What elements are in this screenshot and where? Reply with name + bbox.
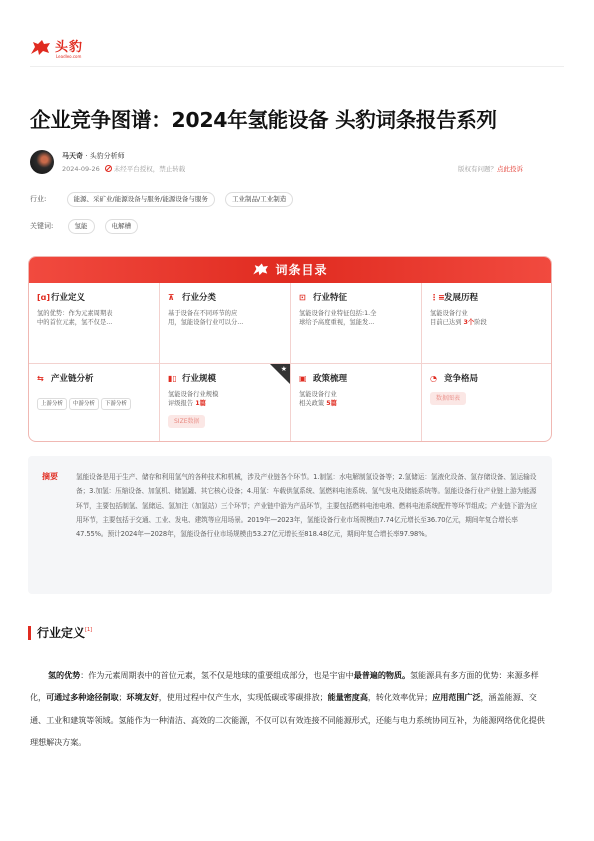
industry-tag[interactable]: 能源、采矿业/能源设备与服务/能源设备与服务 (67, 192, 215, 207)
keywords-label: 关键词: (30, 222, 54, 230)
text-run: ：作为元素周期表中的首位元素，氢不仅是地球的重要组成部分，也是宇宙中 (80, 670, 354, 680)
catalog-header (29, 257, 551, 283)
copyright-prefix: 版权有问题？ (458, 165, 497, 173)
author-role: 头豹分析师 (89, 152, 125, 160)
abstract-label: 摘要 (42, 472, 58, 481)
catalog-item-desc: 球给予高度重视，氢能发... (299, 319, 375, 326)
catalog-item-desc: 基于设备在不同环节的应 (168, 310, 238, 317)
star-icon: ★ (280, 365, 287, 373)
size-data-button[interactable]: SIZE数据 (168, 415, 205, 428)
bold-run: 应用范围广泛 (432, 692, 481, 703)
upstream-tag[interactable]: 上游分析 (37, 398, 67, 410)
catalog-item-desc: 氢能设备行业 (430, 310, 468, 317)
section-title (37, 624, 92, 641)
header-divider (30, 66, 564, 67)
catalog-item-label: 行业特征 (313, 293, 348, 303)
chain-icon: ⇆ (37, 374, 44, 383)
stage-count: 3个 (463, 319, 475, 326)
footnote-ref[interactable]: [1] (85, 627, 93, 633)
brand-name: 头豹 (55, 40, 84, 55)
classification-icon: ⊼ (168, 293, 175, 302)
history-icon: ⋮≡ (430, 293, 445, 302)
author-sep: · (83, 152, 90, 160)
section-accent-bar (28, 626, 31, 640)
catalog-item-chain[interactable] (29, 364, 160, 442)
catalog-item-desc: 氢能设备行业特征包括:1.全 (299, 310, 377, 317)
author-name[interactable]: 马天奇 (62, 152, 83, 160)
catalog-card (28, 256, 552, 442)
text-run: 氢能源具有多方面的优势：来源多样化， (30, 670, 539, 703)
scale-icon: ▮▯ (168, 374, 177, 383)
text-run: ，涵盖能源、交通、工业和建筑等领域。氢能作为一种清洁、高效的二次能源，不仅可以有效连接不同能源形式，还能与电力系统协同互补，为能源网络优化提供理想解决方案。 (30, 692, 545, 747)
catalog-item-desc: 氢能设备行业 (299, 391, 337, 398)
reprint-notice: 未经平台授权，禁止转载 (113, 165, 186, 173)
catalog-item-history[interactable] (422, 283, 552, 363)
bold-run: 氢的优势 (48, 670, 81, 680)
catalog-title: 词条目录 (275, 263, 328, 277)
definition-paragraph (30, 664, 552, 753)
catalog-item-desc: 评级报告 (168, 400, 196, 407)
catalog-item-desc: 相关政策 (299, 400, 327, 407)
industry-tag[interactable]: 工业制品/工业制造 (225, 192, 293, 207)
leopard-icon (252, 262, 270, 276)
catalog-item-competition[interactable] (422, 364, 552, 442)
section-title-text: 行业定义 (37, 626, 86, 640)
author-line (62, 151, 125, 161)
catalog-item-desc: 阶段 (474, 319, 487, 326)
catalog-item-desc: 用，氢能设备行业可以分... (168, 319, 244, 326)
publish-date: 2024-09-26 (62, 165, 100, 173)
bold-run: 可通过多种途径制取 (46, 692, 119, 703)
catalog-item-classification[interactable] (160, 283, 291, 363)
catalog-item-label: 竞争格局 (444, 374, 479, 384)
catalog-item-desc: 氢能设备行业规模 (168, 391, 219, 398)
text-run: ，使用过程中仅产生水，实现低碳或零碳排放； (158, 692, 328, 703)
features-icon: ⊡ (299, 293, 306, 302)
industry-label: 行业: (30, 195, 47, 203)
definition-icon: [ɑ] (37, 293, 51, 302)
copyright-line (458, 164, 523, 173)
brand-logo[interactable] (30, 34, 105, 60)
bold-run: 能量密度高 (327, 692, 368, 703)
date-line (62, 164, 185, 173)
competition-icon: ◔ (430, 374, 437, 383)
page-title: 企业竞争图谱：2024年氢能设备 头豹词条报告系列 (30, 108, 497, 132)
catalog-item-label: 产业链分析 (51, 374, 94, 384)
catalog-item-desc: 中的首位元素，氢不仅是... (37, 319, 113, 326)
catalog-item-label: 发展历程 (444, 293, 479, 303)
keywords-row (30, 213, 143, 234)
keyword-tag[interactable]: 电解槽 (105, 219, 139, 234)
downstream-tag[interactable]: 下游分析 (101, 398, 131, 410)
policy-icon: ▣ (299, 374, 307, 383)
catalog-item-desc: 目前已达到 (430, 319, 464, 326)
report-count: 1篇 (195, 400, 206, 407)
catalog-item-scale[interactable] (160, 364, 291, 442)
abstract-text: 氢能设备是用于生产、储存和利用氢气的各种技术和机械，涉及产业链各个环节。1.制氢：水电解制氢设备等；2.氢储运：氢液化设备、氢存储设备、氢运输设备；3.加氢：压缩设备、加氢机、储氢罐、其它核心设备；4.用氢：车载供氢系统、氢燃料电池系统、氢气发电及储能系统等。氢能设备行业产业链上游为能源环节，主要包括制氢、氢储运、氢加注（加氢站）三个环节；产业链中游为产品环节，主要包括燃料电池电堆、燃料电池系统配件等环节组成；产业链下游为应用环节，主要包括于交通、工业、发电、建筑等应用场景。2019年—2023年，氢能设备行业市场规模由7.74亿元增长至36.70亿元，期间年复合增长率47.55%。预计2024年—2028年，氢能设备行业市场规模由53.27亿元增长至818.48亿元，期间年复合增长率97.98%。 (76, 473, 538, 539)
author-avatar[interactable] (30, 150, 54, 174)
catalog-item-label: 政策梳理 (313, 374, 348, 384)
catalog-item-features[interactable] (291, 283, 422, 363)
prohibited-icon (105, 165, 112, 172)
brand-sub: Leadleo.com (56, 54, 82, 59)
leopard-logo-icon (30, 38, 52, 56)
catalog-item-label: 行业定义 (51, 293, 86, 303)
catalog-item-label: 行业分类 (182, 293, 217, 303)
industry-row (30, 186, 298, 207)
bold-run: 最普遍的物质。 (353, 670, 410, 680)
catalog-item-definition[interactable] (29, 283, 160, 363)
complaint-link[interactable]: 点此投诉 (497, 165, 523, 173)
catalog-item-policy[interactable] (291, 364, 422, 442)
catalog-item-label: 行业规模 (182, 374, 217, 384)
catalog-item-desc: 氢的优势：作为元素周期表 (37, 310, 113, 317)
abstract-box (28, 456, 552, 594)
midstream-tag[interactable]: 中游分析 (69, 398, 99, 410)
chart-data-button[interactable]: 数据图表 (430, 392, 466, 405)
text-run: ； (118, 692, 127, 703)
text-run: ，转化效率优异； (367, 692, 433, 703)
policy-count: 5篇 (326, 400, 337, 407)
bold-run: 环境友好 (126, 692, 159, 703)
keyword-tag[interactable]: 氢能 (68, 219, 95, 234)
